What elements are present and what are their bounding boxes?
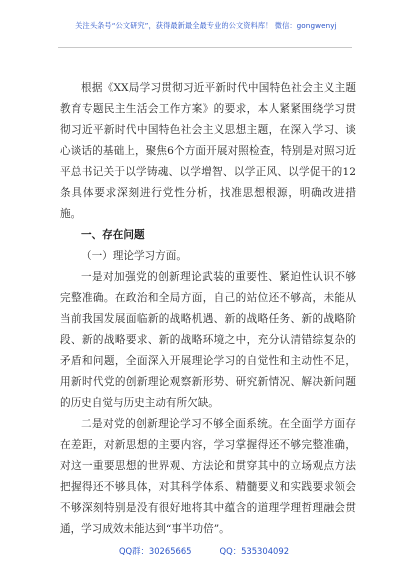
body-paragraph: 一是对加强党的创新理论武装的重要性、紧迫性认识不够完整准确。在政治和全局方面，自己的站位还不够高，未能从当前我国发展面临新的战略机遇、新的战略任务、新的战略阶段、新的战略要求、新的战略环境之中，充分认清错综复杂的矛盾和问题，全面深入开展理论学习的自觉性和主动性不足，用新时代党的创新理论观察新形势、研究新情况、解决新问题的历史自觉与历史主动有所欠缺。 — [60, 271, 356, 409]
promo-header: 关注头条号“公文研究”，获得最新最全最专业的公文资料库！ 微信：gongwenyj — [75, 21, 337, 30]
body-paragraph: 二是对党的创新理论学习不够全面系统。在全面学方面存在差距，对新思想的主要内容，学习掌握得还不够完整准确，对这一重要思想的世界观、方法论和贯穿其中的立场观点方法把握得还不够具体，对其科学体系、精髓要义和实践要求领会不够深刻特别是没有很好地将其中蕴含的道理学理哲理融会贯通，学习成效未能达到“事半功倍”。 — [60, 418, 356, 535]
footer-contact — [0, 545, 408, 557]
document-body — [60, 78, 356, 540]
subsection-heading: （一）理论学习方面。 — [81, 250, 187, 262]
section-heading: 一、存在问题 — [81, 229, 145, 241]
qq-group-text: QQ群：30265665 — [118, 546, 192, 556]
header-divider — [58, 47, 352, 48]
qq-text: QQ：535304092 — [219, 546, 290, 556]
intro-paragraph: 根据《XX局学习贯彻习近平新时代中国特色社会主义主题教育专题民主生活会工作方案》的要求，本人紧紧围绕学习贯彻习近平新时代中国特色社会主义思想主题，在深入学习、谈心谈话的基础上，聚焦6个方面开展对照检查，特别是对照习近平总书记关于以学铸魂、以学增智、以学正风、以学促干的12条具体要求深刻进行党性分析，找准思想根源，明确改进措施。 — [60, 82, 356, 220]
